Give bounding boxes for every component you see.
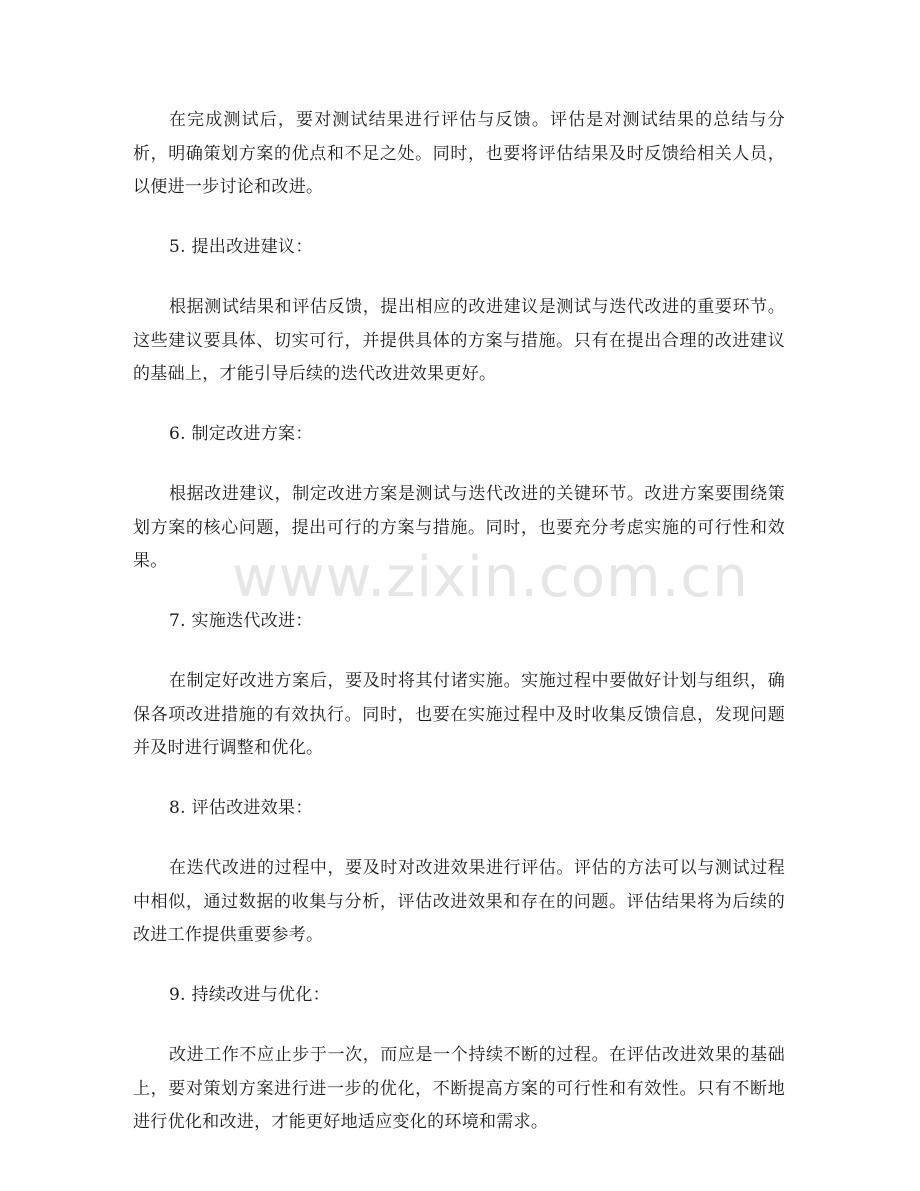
watermark: www.zixin.com.cn [232, 545, 749, 610]
paragraph-section-6: 根据改进建议，制定改进方案是测试与迭代改进的关键环节。改进方案要围绕策划方案的核心问题，提出可行的方案与措施。同时，也要充分考虑实施的可行性和效果。 [133, 484, 785, 571]
paragraph-section-7: 在制定好改进方案后，要及时将其付诸实施。实施过程中要做好计划与组织，确保各项改进措施的有效执行。同时，也要在实施过程中及时收集反馈信息，发现问题并及时进行调整和优化。 [133, 671, 785, 758]
document-body [133, 104, 785, 1166]
paragraph-intro: 在完成测试后，要对测试结果进行评估与反馈。评估是对测试结果的总结与分析，明确策划方案的优点和不足之处。同时，也要将评估结果及时反馈给相关人员，以便进一步讨论和改进。 [133, 110, 785, 197]
section-heading-7: 7. 实施迭代改进： [169, 610, 313, 631]
section-heading-6: 6. 制定改进方案： [169, 423, 313, 444]
section-heading-8: 8. 评估改进效果： [169, 797, 313, 818]
section-heading-9: 9. 持续改进与优化： [169, 984, 330, 1005]
paragraph-section-8: 在迭代改进的过程中，要及时对改进效果进行评估。评估的方法可以与测试过程中相似，通过数据的收集与分析，评估改进效果和存在的问题。评估结果将为后续的改进工作提供重要参考。 [133, 858, 785, 945]
section-heading-5: 5. 提出改进建议： [169, 236, 313, 257]
paragraph-section-5: 根据测试结果和评估反馈，提出相应的改进建议是测试与迭代改进的重要环节。这些建议要具体、切实可行，并提供具体的方案与措施。只有在提出合理的改进建议的基础上，才能引导后续的迭代改进效果更好。 [133, 297, 785, 384]
paragraph-section-9: 改进工作不应止步于一次，而应是一个持续不断的过程。在评估改进效果的基础上，要对策划方案进行进一步的优化，不断提高方案的可行性和有效性。只有不断地进行优化和改进，才能更好地适应变化的环境和需求。 [133, 1045, 785, 1132]
